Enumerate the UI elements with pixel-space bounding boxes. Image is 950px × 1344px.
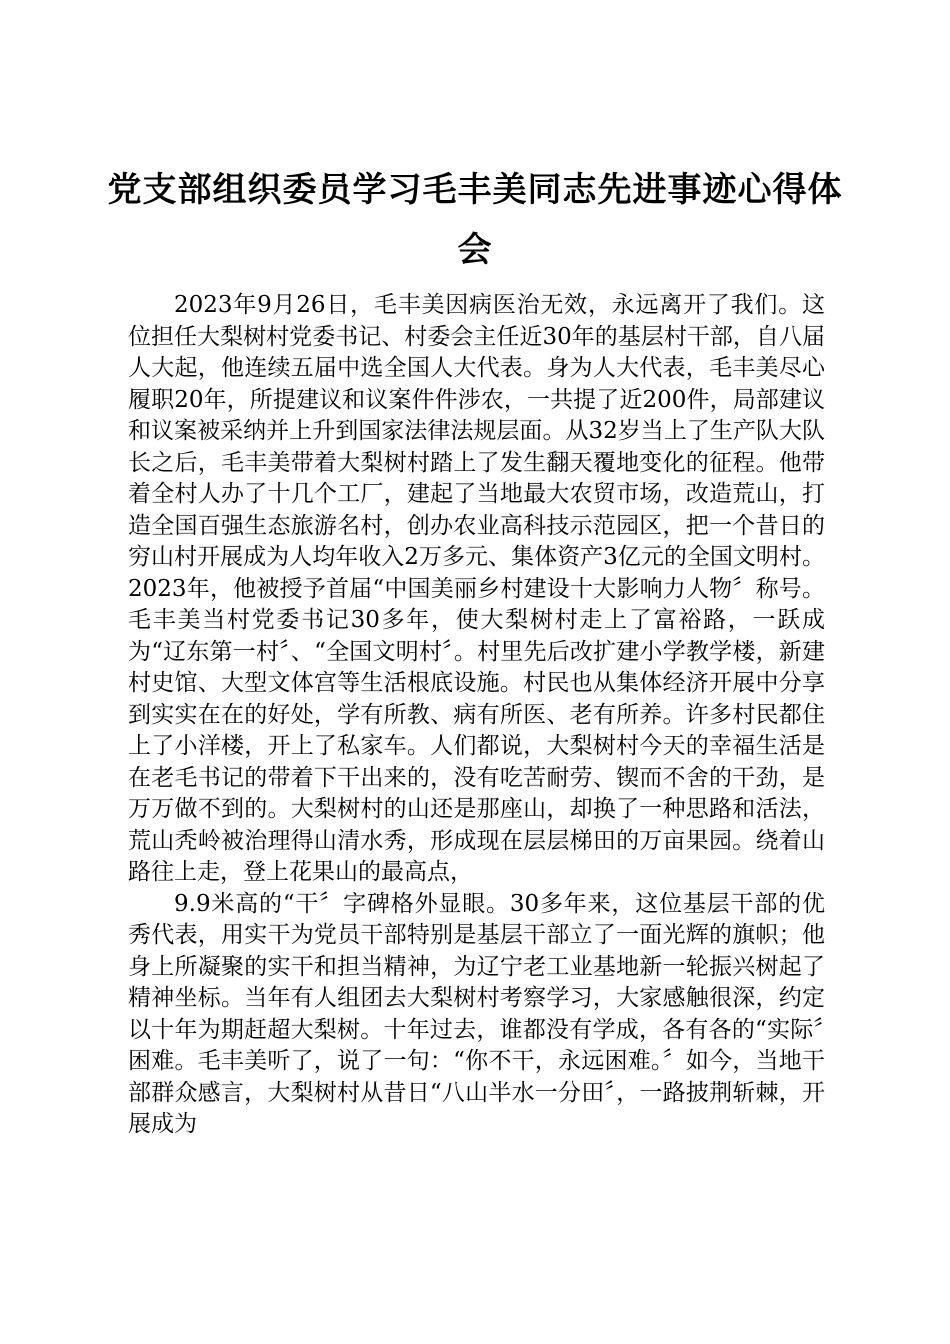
paragraph-1: 2023年9月26日，毛丰美因病医治无效，永远离开了我们。这位担任大梨树村党委书记、村委会主任近30年的基层村干部，自八届人大起，他连续五届中选全国人大代表。身为人大代表，毛丰美尽心履职20年，所提建议和议案件件涉农，一共提了近200件，局部建议和议案被采纳并上升到国家法律法规层面。从32岁当上了生产队大队长之后，毛丰美带着大梨树村踏上了发生翻天覆地变化的征程。他带着全村人办了十几个工厂，建起了当地最大农贸市场，改造荒山，打造全国百强生态旅游名村，创办农业高科技示范园区，把一个昔日的穷山村开展成为人均年收入2万多元、集体资产3亿元的全国文明村。2023年，他被授予首届“中国美丽乡村建设十大影响力人物〞称号。毛丰美当村党委书记30多年，使大梨树村走上了富裕路，一跃成为“辽东第一村〞、“全国文明村〞。村里先后改扩建小学教学楼，新建村史馆、大型文体宫等生活根底设施。村民也从集体经济开展中分享到实实在在的好处，学有所教、病有所医、老有所养。许多村民都住上了小洋楼，开上了私家车。人们都说，大梨树村今天的幸福生活是在老毛书记的带着下干出来的，没有吃苦耐劳、锲而不舍的干劲，是万万做不到的。大梨树村的山还是那座山，却换了一种思路和活法，荒山秃岭被治理得山清水秀，形成现在层层梯田的万亩果园。绕着山路往上走，登上花果山的最高点， — [128, 292, 825, 885]
document-body — [128, 290, 825, 1141]
document-title: 党支部组织委员学习毛丰美同志先进事迹心得体会 — [107, 170, 843, 270]
paragraph-2: 9.9米高的“干〞字碑格外显眼。30多年来，这位基层干部的优秀代表，用实干为党员干部特别是基层干部立了一面光辉的旗帜；他身上所凝聚的实干和担当精神，为辽宁老工业基地新一轮振兴树起了精神坐标。当年有人组团去大梨树村考察学习，大家感触很深，约定以十年为期赶超大梨树。十年过去，谁都没有学成，各有各的“实际〞困难。毛丰美听了，说了一句：“你不干，永远困难。〞如今，当地干部群众感言，大梨树村从昔日“八山半水一分田〞，一路披荆斩棘，开展成为 — [128, 890, 825, 1137]
